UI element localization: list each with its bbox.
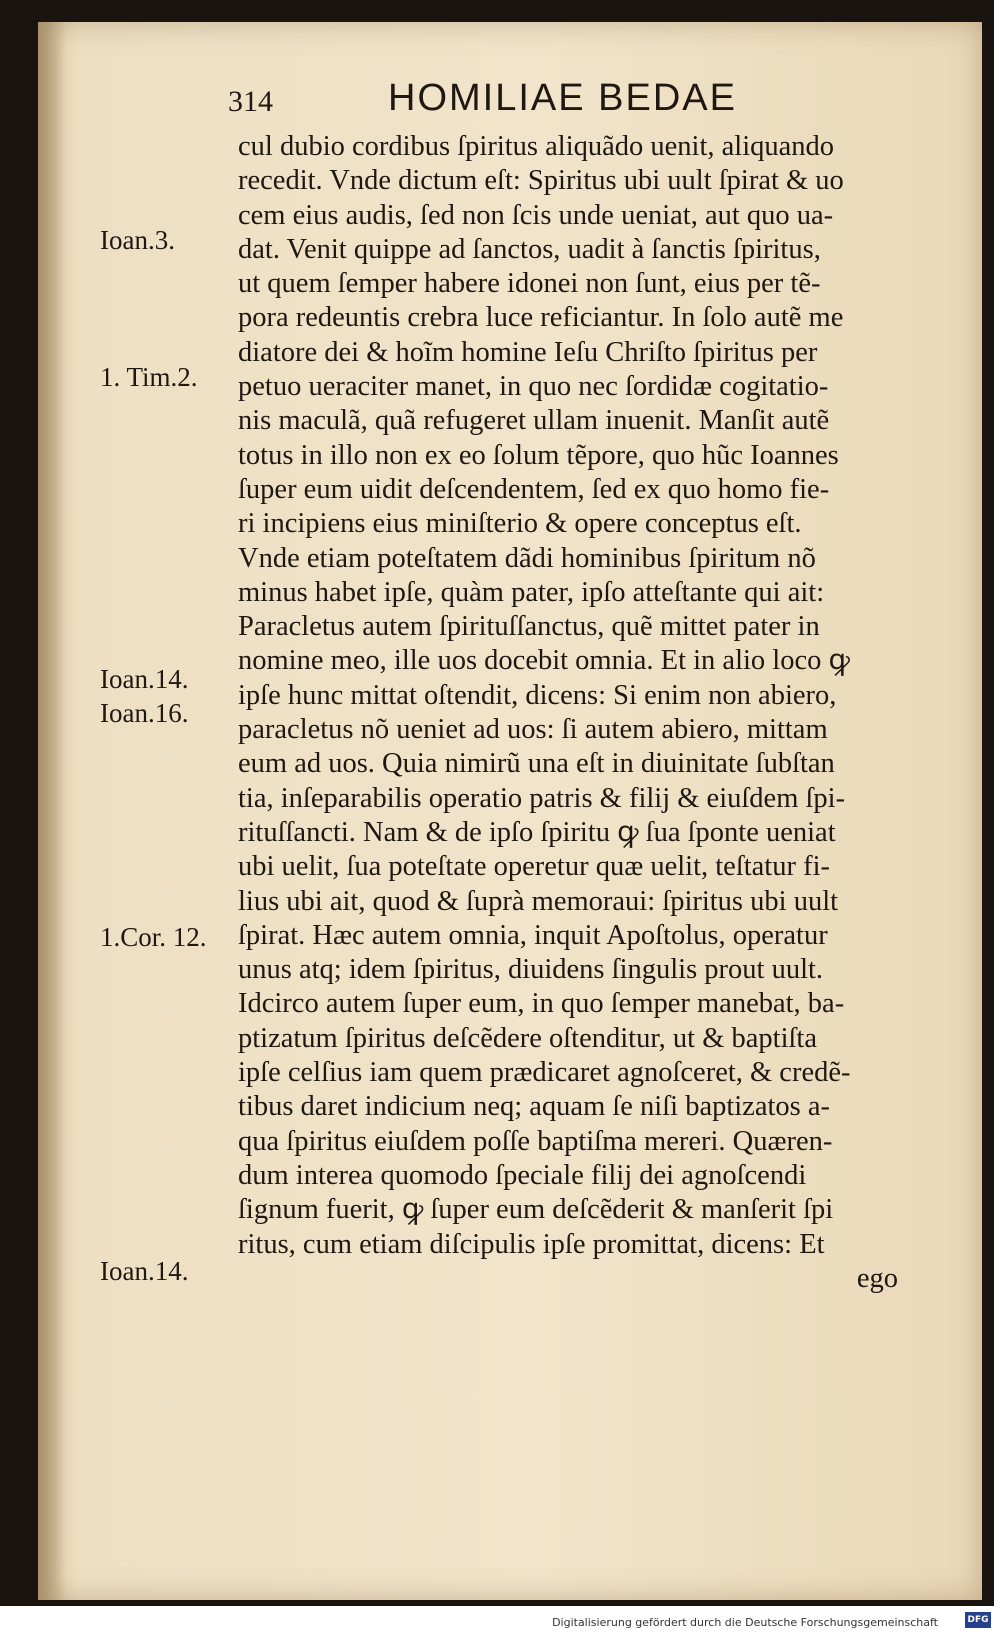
text-line: Idcirco autem ſuper eum, in quo ſemper manebat, ba- (238, 988, 845, 1020)
text-line: tibus daret indicium neq; aquam ſe niſi baptizatos a- (238, 1091, 831, 1123)
text-line: rituſſancti. Nam & de ipſo ſpiritu ꝙ ſua ſponte ueniat (238, 816, 836, 848)
margin-note: 1. Tim.2. (100, 362, 198, 392)
page-number: 314 (228, 85, 273, 118)
text-line: cul dubio cordibus ſpiritus aliquãdo uenit, aliquando (238, 131, 835, 162)
text-line: nomine meo, ille uos docebit omnia. Et in alio loco ꝙ (238, 645, 850, 677)
text-line: petuo ueraciter manet, in quo nec ſordidæ cogitatio- (238, 371, 829, 403)
text-line: nis maculã, quã refugeret ullam inuenit. Manſit autẽ (238, 405, 830, 437)
text-line: ritus, cum etiam diſcipulis ipſe promittat, dicens: Et (238, 1228, 825, 1260)
margin-note: Ioan.14. (100, 664, 189, 694)
catchword: ego (856, 1262, 898, 1294)
text-line: diatore dei & hoĩm homine Ieſu Chriſto ſpiritus per (238, 336, 818, 368)
text-line: ſignum fuerit, ꝙ ſuper eum deſcẽderit & manſerit ſpi (238, 1194, 834, 1226)
digitization-note: Digitalisierung gefördert durch die Deutsche Forschungsgemeinschaft (552, 1616, 938, 1629)
text-line: recedit. Vnde dictum eſt: Spiritus ubi uult ſpirat & uo (238, 165, 844, 197)
body-text (238, 130, 938, 1296)
text-line: paracletus nõ ueniet ad uos: ſi autem abiero, mittam (238, 714, 828, 746)
text-line: pora redeuntis crebra luce reficiantur. In ſolo autẽ me (238, 302, 844, 334)
text-line: ipſe celſius iam quem prædicaret agnoſceret, & credẽ- (238, 1057, 851, 1089)
text-line: ſuper eum uidit deſcendentem, ſed ex quo homo fie- (238, 473, 830, 505)
page-header (228, 77, 828, 125)
text-line: ut quem ſemper habere idonei non ſunt, eius per tẽ- (238, 268, 821, 300)
text-line: dat. Venit quippe ad ſanctos, uadit à ſanctis ſpiritus, (238, 233, 821, 265)
text-line: tia, inſeparabilis operatio patris & filij & eiuſdem ſpi- (238, 782, 846, 814)
running-title: HOMILIAE BEDAE (388, 77, 737, 119)
margin-note: Ioan.16. (100, 698, 189, 728)
text-line: ſpirat. Hæc autem omnia, inquit Apoſtolus, operatur (238, 919, 828, 951)
text-line: dum interea quomodo ſpeciale filij dei agnoſcendi (238, 1159, 807, 1191)
page-binding-edge (38, 22, 66, 1600)
margin-note: 1.Cor. 12. (100, 922, 207, 952)
margin-note: Ioan.14. (100, 1256, 189, 1286)
text-line: cem eius audis, ſed non ſcis unde ueniat, aut quo ua- (238, 199, 834, 231)
text-line: totus in illo non ex eo ſolum tẽpore, quo hũc Ioannes (238, 439, 839, 471)
text-line: Paracletus autem ſpirituſſanctus, quẽ mittet pater in (238, 611, 820, 643)
text-line: lius ubi ait, quod & ſuprà memoraui: ſpiritus ubi uult (238, 885, 839, 917)
text-line: ubi uelit, ſua poteſtate operetur quæ uelit, teſtatur fi- (238, 851, 830, 883)
text-line: Vnde etiam poteſtatem dãdi hominibus ſpiritum nõ (238, 542, 816, 574)
text-line: ri incipiens eius miniſterio & opere conceptus eſt. (238, 508, 802, 540)
text-line: eum ad uos. Quia nimirũ una eſt in diuinitate ſubſtan (238, 748, 835, 780)
text-line: qua ſpiritus eiuſdem poſſe baptiſma mereri. Quæren- (238, 1125, 833, 1157)
text-line: minus habet ipſe, quàm pater, ipſo atteſtante qui ait: (238, 576, 825, 608)
text-line: ipſe hunc mittat oſtendit, dicens: Si enim non abiero, (238, 679, 837, 711)
dfg-logo: DFG (965, 1612, 991, 1628)
margin-note: Ioan.3. (100, 225, 175, 255)
text-line: ptizatum ſpiritus deſcẽdere oſtenditur, ut & baptiſta (238, 1022, 817, 1054)
text-line: unus atq; idem ſpiritus, diuidens ſingulis prout uult. (238, 954, 824, 986)
